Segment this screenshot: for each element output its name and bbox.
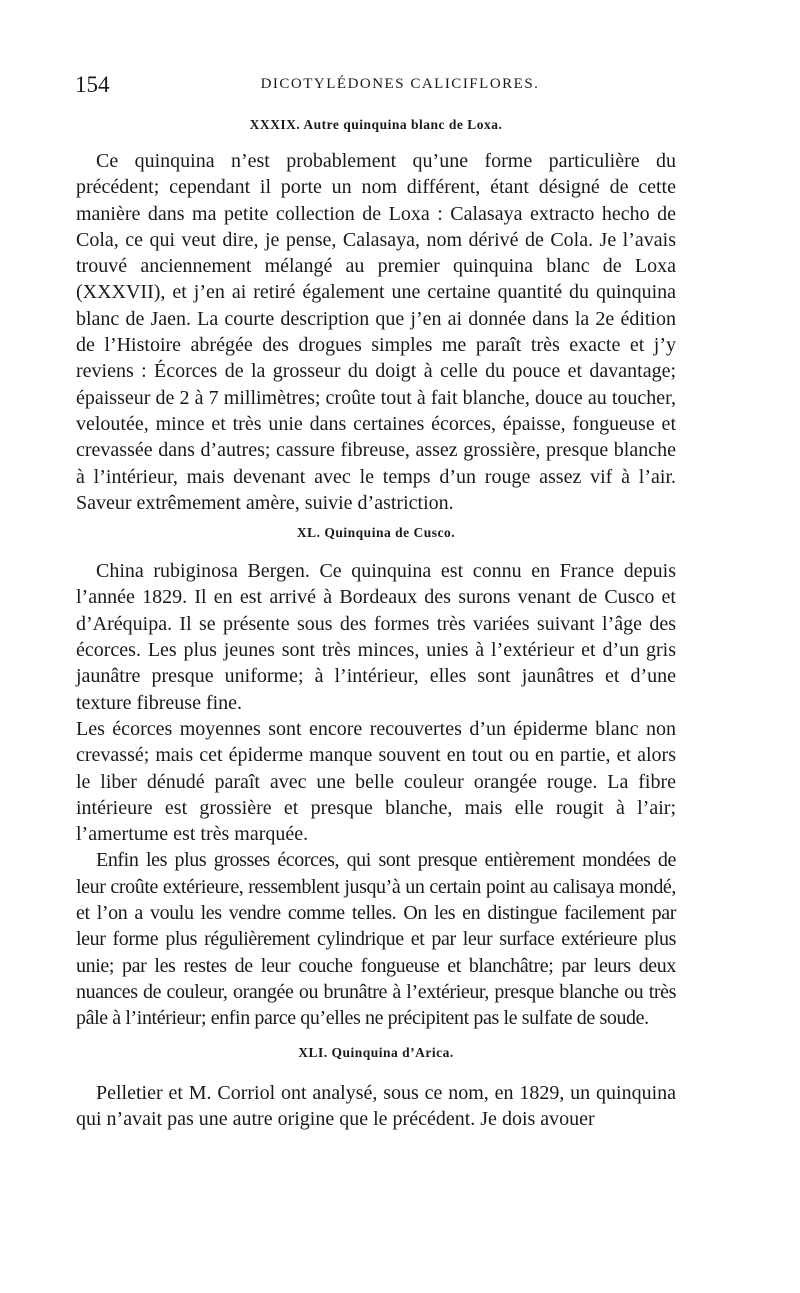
- section-heading-xxxix: XXXIX. Autre quinquina blanc de Loxa.: [249, 117, 503, 132]
- main-text: [76, 116, 676, 1132]
- section-heading-xli: XLI. Quinquina d’Arica.: [298, 1044, 454, 1060]
- running-title: DICOTYLÉDONES CALICIFLORES.: [260, 76, 540, 92]
- paragraph: Pelletier et M. Corriol ont analysé, sous ce nom, en 1829, un quinquina qui n’avait pas une autre origine que le précédent. Je dois avouer: [76, 1081, 676, 1130]
- page-number: 154: [75, 72, 110, 97]
- section-heading-xl: XL. Quinquina de Cusco.: [296, 525, 456, 541]
- paragraph: Enfin les plus grosses écorces, qui sont presque entièrement mondées de leur croûte extérieure, ressemblent jusqu’à un certain point au calisaya mondé, et l’on a voulu les vendre comme telles. On les en distingue facilement par leur forme plus régulièrement cylindrique et par leur surface extérieure plus unie; par les restes de leur couche fongueuse et blanchâtre; par leurs deux nuances de couleur, orangée ou brunâtre à l’extérieur, presque blanche ou très pâle à l’intérieur; enfin parce qu’elles ne précipitent pas le sulfate de soude.: [76, 849, 676, 1030]
- paragraph: Ce quinquina n’est probablement qu’une forme particulière du précédent; cependant il porte un nom différent, étant désigné de cette manière dans ma petite collection de Loxa : Calasaya extracto hecho de Cola, ce qui veut dire, je pense, Calasaya, nom dérivé de Cola. Je l’avais trouvé anciennement mélangé au premier quinquina blanc de Loxa (XXXVII), et j’en ai retiré également une certaine quantité du quinquina blanc de Jaen. La courte description que j’en ai donnée dans la 2e édition de l’Histoire abrégée des drogues simples me paraît très exacte et j’y reviens : Écorces de la grosseur du doigt à celle du pouce et davantage; épaisseur de 2 à 7 millimètres; croûte tout à fait blanche, douce au toucher, veloutée, mince et très unie dans certaines écorces, épaisse, fongueuse et crevassée dans d’autres; cassure fibreuse, assez grossière, presque blanche à l’intérieur, mais devenant avec le temps d’un rouge assez vif à l’air. Saveur extrêmement amère, suivie d’astriction.: [76, 150, 676, 514]
- paragraph: China rubiginosa Bergen. Ce quinquina est connu en France depuis l’année 1829. Il en est arrivé à Bordeaux des surons venant de Cusco et d’Aréquipa. Il se présente sous des formes très variées suivant l’âge des écorces. Les plus jeunes sont très minces, unies à l’extérieur et d’un gris jaunâtre presque uniforme; à l’intérieur, elles sont jaunâtres et d’une texture fibreuse fine.: [76, 560, 676, 714]
- paragraph: Les écorces moyennes sont encore recouvertes d’un épiderme blanc non crevassé; mais cet épiderme manque souvent en tout ou en partie, et alors le liber dénudé paraît avec une belle couleur orangée rouge. La fibre intérieure est grossière et presque blanche, mais elle rougit à l’air; l’amertume est très marquée.: [76, 717, 676, 846]
- page-header: [75, 72, 725, 100]
